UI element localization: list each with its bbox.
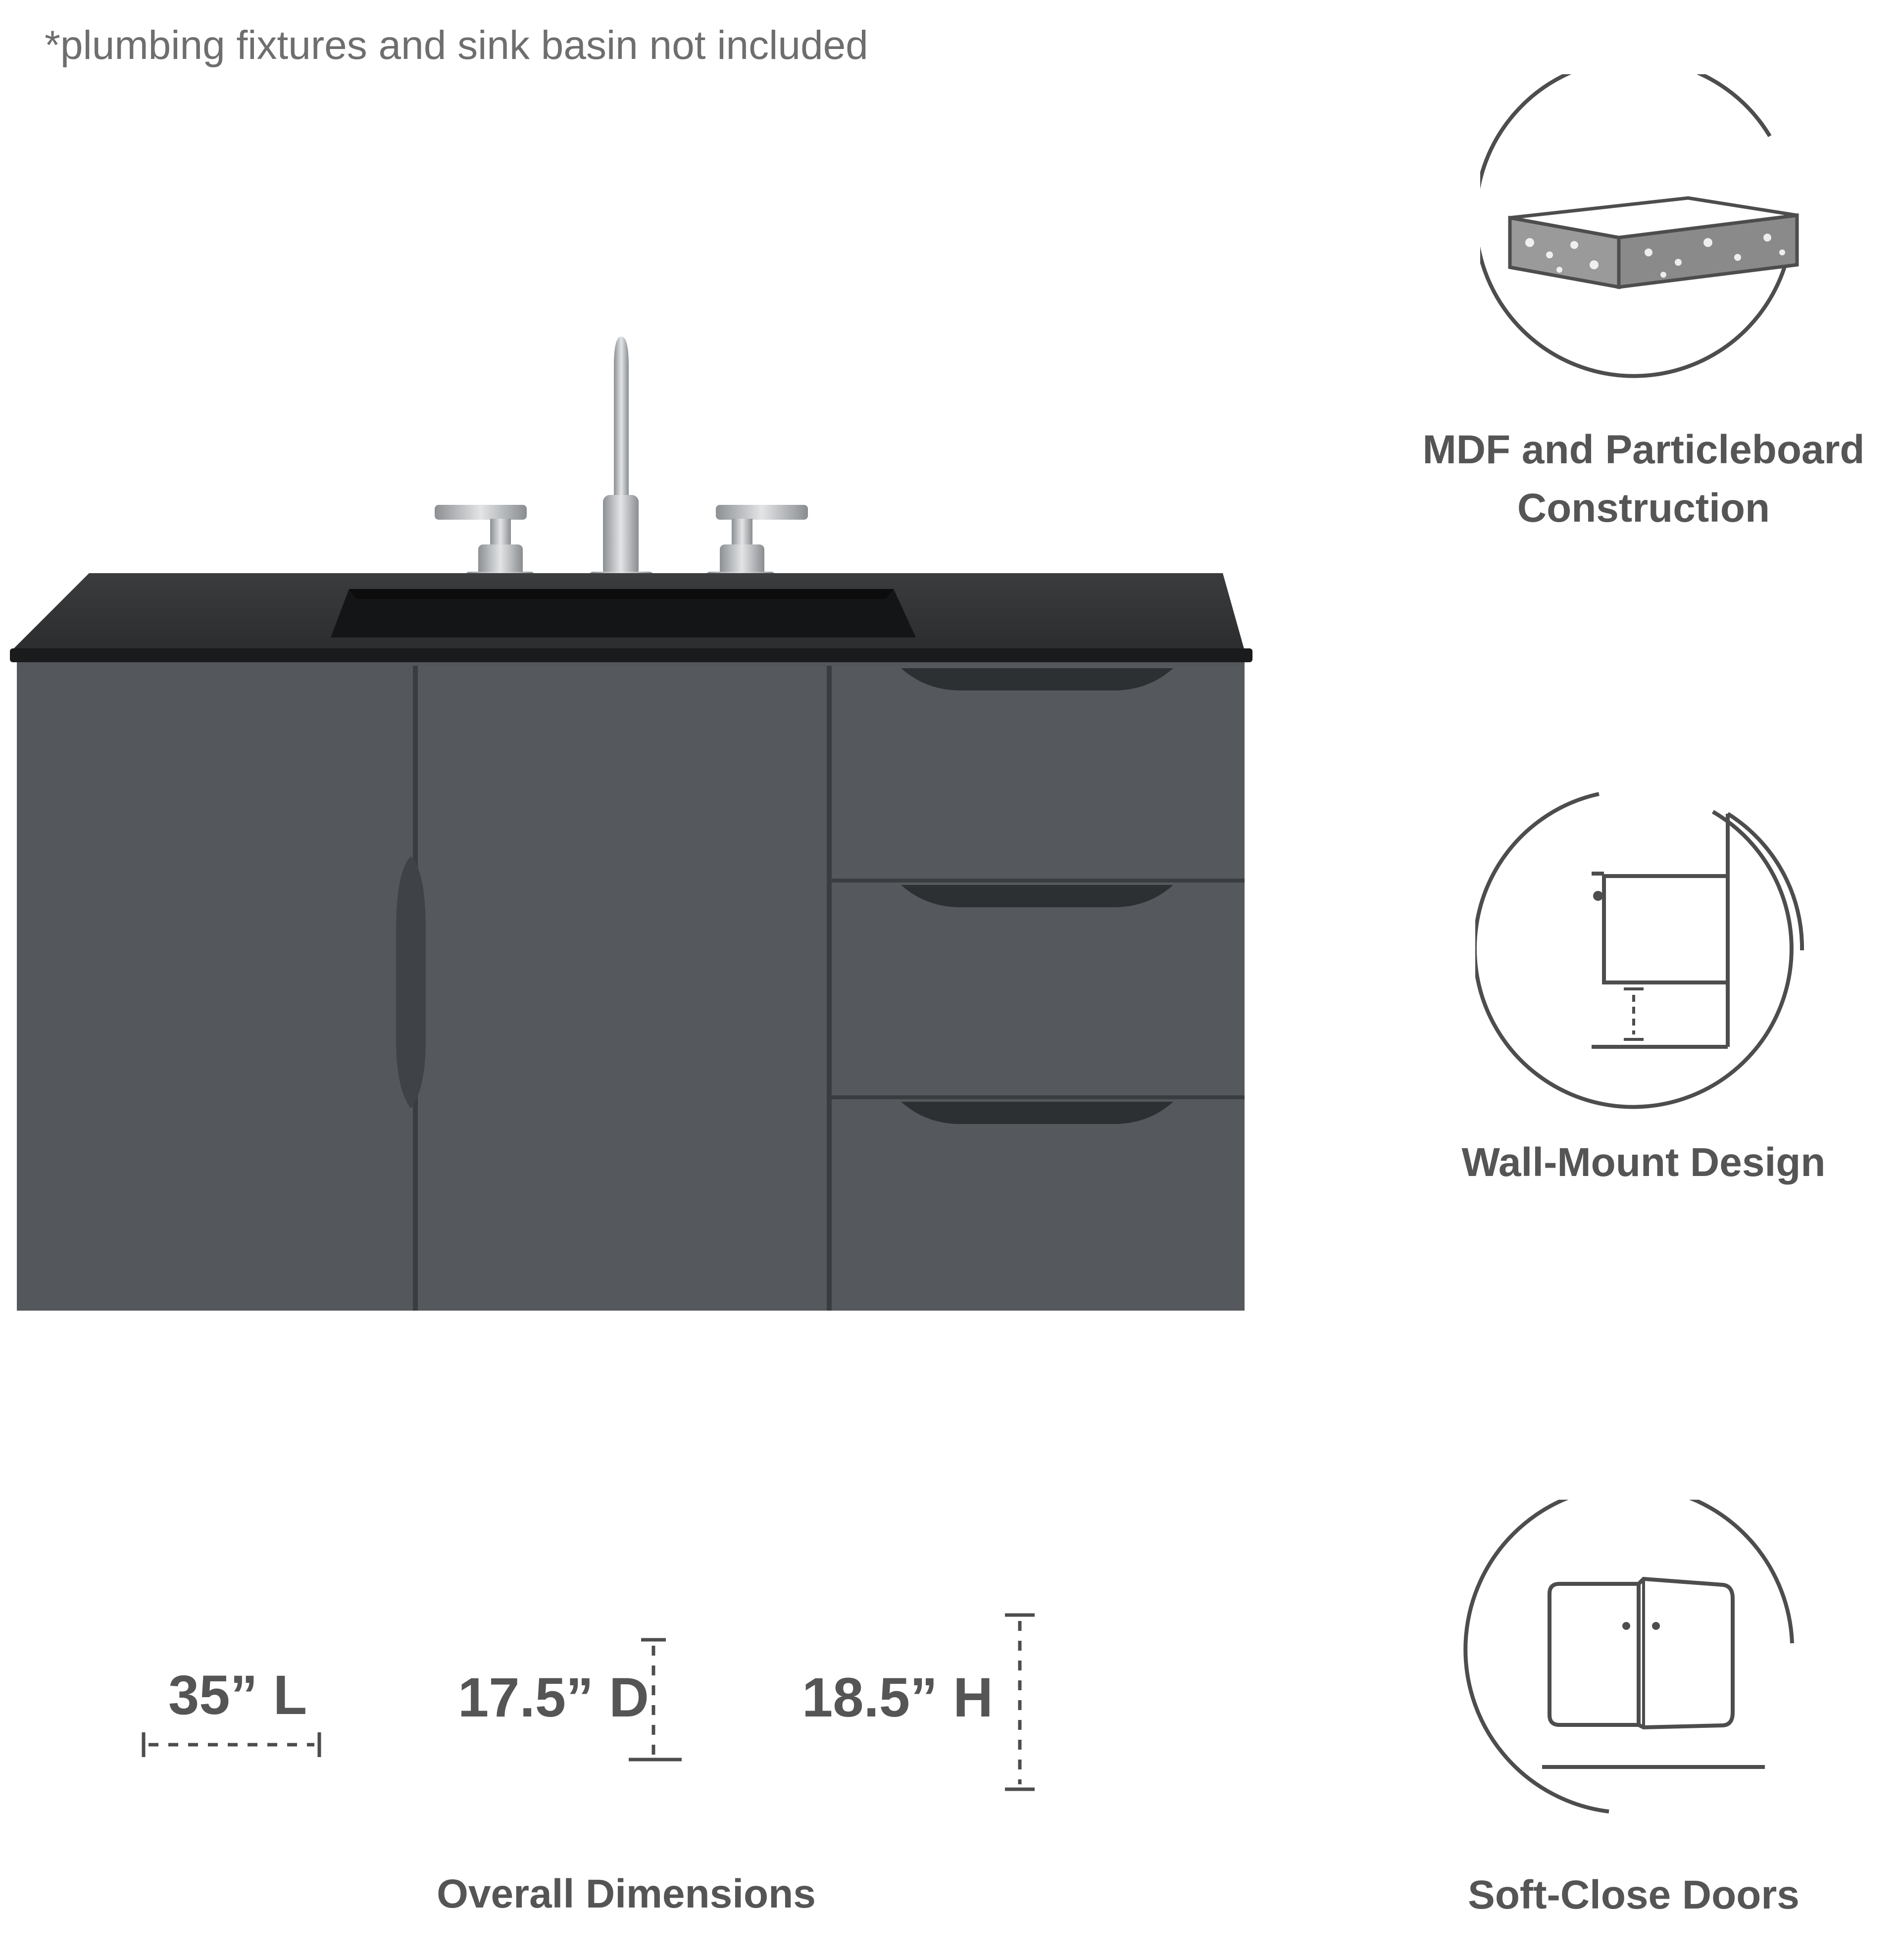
- feature-label-mdf-line1: MDF and Particleboard: [1422, 427, 1865, 472]
- feature-label-soft-close-line1: Soft-Close Doors: [1468, 1872, 1800, 1917]
- length-dashed-line: [141, 1730, 324, 1760]
- faucet: [589, 337, 653, 587]
- feature-label-soft-close: [1376, 1866, 1891, 1924]
- cabinet: [17, 662, 1245, 1311]
- overall-dimensions-caption: Overall Dimensions: [437, 1871, 816, 1916]
- feature-label-mdf-line2: Construction: [1517, 486, 1770, 531]
- countertop: [10, 573, 1252, 662]
- dimension-depth: 17.5” D: [458, 1666, 649, 1728]
- wall-mount-icon: [1475, 792, 1812, 1119]
- material-slab-icon: [1480, 74, 1817, 401]
- depth-dashed-line: [626, 1636, 686, 1764]
- dimension-height: 18.5” H: [802, 1666, 993, 1728]
- feature-label-wall-mount: [1386, 1133, 1901, 1192]
- feature-label-mdf: [1386, 421, 1901, 538]
- height-dashed-line: [1002, 1611, 1037, 1794]
- disclaimer-note: *plumbing fixtures and sink basin not included: [45, 23, 868, 68]
- feature-label-wall-mount-line1: Wall-Mount Design: [1461, 1140, 1826, 1185]
- soft-close-doors-icon: [1460, 1500, 1807, 1831]
- vanity-image: [0, 317, 1267, 1326]
- dimension-length: 35” L: [168, 1664, 307, 1726]
